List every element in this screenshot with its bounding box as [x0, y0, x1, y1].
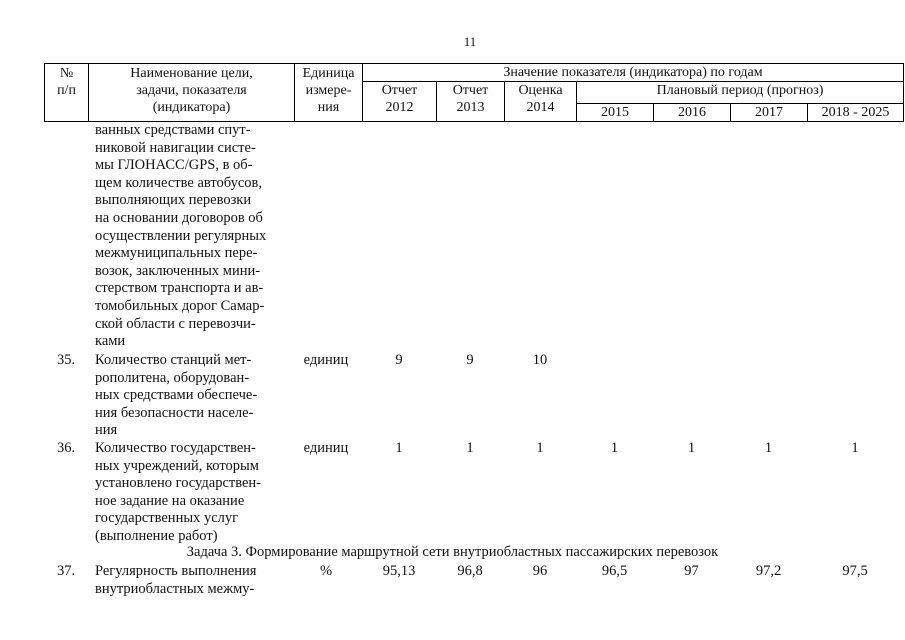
task-heading: Задача 3. Формирование маршрутной сети внутриобластных пассажирских перевозок — [186, 544, 719, 560]
table-row — [0, 563, 905, 603]
table-row-continuation — [0, 122, 905, 352]
unit-cell: % — [319, 563, 333, 579]
table-header — [44, 63, 904, 122]
header-unit: Единица измере- ния — [302, 66, 355, 115]
unit-cell: единиц — [303, 352, 349, 368]
indicator-name: Количество станций мет- рополитена, оборудован- ных средствами обеспече- ния безопасности населе- ния — [95, 352, 258, 439]
table-row — [0, 352, 905, 440]
value-2012: 1 — [395, 440, 403, 456]
value-2014: 10 — [532, 352, 548, 368]
header-plan-title: Плановый период (прогноз) — [577, 82, 904, 104]
row-number: 37. — [56, 563, 76, 579]
value-2013: 1 — [466, 440, 474, 456]
value-2017: 97,2 — [755, 563, 782, 579]
header-year-2016: 2016 — [654, 104, 731, 122]
table-body — [0, 122, 905, 603]
header-num: № п/п — [45, 64, 89, 122]
task-heading-row — [0, 546, 905, 563]
value-2012: 9 — [395, 352, 403, 368]
value-2013: 9 — [466, 352, 474, 368]
header-year-2014: Оценка 2014 — [505, 82, 577, 122]
value-2015: 1 — [610, 440, 619, 456]
value-2018-2025: 1 — [851, 440, 859, 456]
value-2012: 95,13 — [382, 563, 416, 579]
value-2017: 1 — [764, 440, 773, 456]
row-number: 36. — [56, 440, 76, 456]
header-year-2015: 2015 — [577, 104, 654, 122]
value-2018-2025: 97,5 — [842, 563, 868, 579]
value-2016: 1 — [687, 440, 696, 456]
indicator-name: Количество государствен- ных учреждений, которым установлено государствен- ное задание на оказание государственных услуг (выполнение работ) — [95, 440, 262, 544]
header-year-2017: 2017 — [731, 104, 808, 122]
indicator-name: Регулярность выполнения внутриобластных межму- — [95, 563, 257, 597]
value-2015: 96,5 — [601, 563, 628, 579]
header-name: Наименование цели, задачи, показателя (индикатора) — [89, 64, 295, 121]
value-2013: 96,8 — [457, 563, 483, 579]
header-year-2012: Отчет 2012 — [363, 82, 437, 122]
table-row — [0, 440, 905, 546]
indicator-name: ванных средствами спут- никовой навигации систе- мы ГЛОНАСС/GPS, в об- щем количестве автобусов, выполняющих перевозки на основании договоров об осуществлении регулярных межмуниципальных пере- возок, заключенных мини- стерством транспорта и ав- томобильных дорог Самар- ской области с перевозчи- ками — [95, 122, 267, 350]
header-year-2018-2025: 2018 - 2025 — [808, 104, 904, 122]
row-number: 35. — [56, 352, 76, 368]
page-number: 11 — [463, 34, 477, 49]
header-year-2013: Отчет 2013 — [437, 82, 505, 122]
header-group-title: Значение показателя (индикатора) по годам — [363, 64, 904, 82]
value-2016: 97 — [684, 563, 699, 579]
header-name-unit — [89, 64, 363, 122]
unit-cell: единиц — [303, 440, 349, 456]
value-2014: 96 — [532, 563, 548, 579]
value-2014: 1 — [536, 440, 544, 456]
